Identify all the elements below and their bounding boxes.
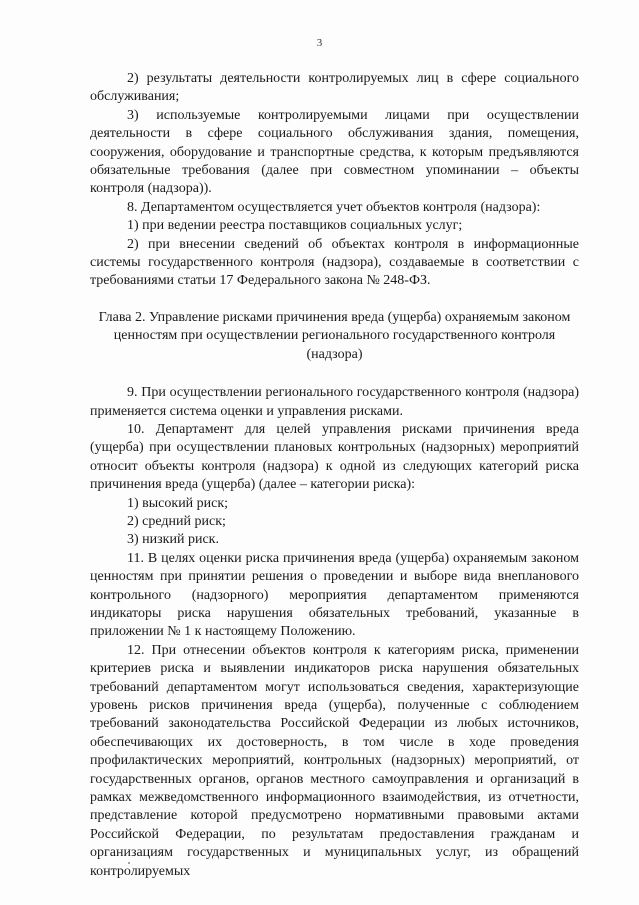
paragraph-9-risk-system: 9. При осуществлении регионального государственного контроля (надзора) применяется система оценки и управления рисками. — [90, 385, 579, 419]
paragraph-8-accounting: 8. Департаментом осуществляется учет объектов контроля (надзора): — [127, 199, 541, 215]
list-item-medium-risk: 2) средний риск; — [127, 513, 226, 529]
paragraph-10-risk-categories: 10. Департамент для целей управления рисками причинения вреда (ущерба) при осуществлении плановых контрольных (надзорных) мероприятий относит объекты контроля (надзора) к одной из следующих категорий риска причинения вреда (ущерба) (далее – категории риска): — [90, 421, 579, 493]
page-number: 3 — [316, 37, 323, 49]
chapter-heading: Глава 2. Управление рисками причинения вреда (ущерба) охраняемым законом ценностям при осуществлении регионального государственного контроля (надзора) — [98, 309, 571, 362]
document-body — [90, 70, 579, 881]
paragraph-used-buildings: 3) используемые контролируемыми лицами при осуществлении деятельности в сфере социального обслуживания здания, помещения, сооружения, оборудование и транспортные средства, к которым предъявляются обязательные требования (далее при совместном упоминании – объекты контроля (надзора)). — [90, 107, 579, 197]
scan-speck — [128, 862, 130, 864]
list-item-low-risk: 3) низкий риск. — [127, 532, 219, 548]
paragraph-11-risk-indicators: 11. В целях оценки риска причинения вреда (ущерба) охраняемым законом ценностям при принятии решения о проведении и выборе вида внепланового контрольного (надзорного) мероприятия департаментом применяются индикаторы риска нарушения обязательных требований, указанные в приложении № 1 к настоящему Положению. — [90, 550, 579, 640]
paragraph-results-of-activity: 2) результаты деятельности контролируемых лиц в сфере социального обслуживания; — [90, 71, 579, 105]
paragraph-information-systems: 2) при внесении сведений об объектах контроля в информационные системы государственного контроля (надзора), создаваемые в соответствии с требованиями статьи 17 Федерального закона № 248-ФЗ. — [90, 236, 579, 289]
paragraph-12-information-sources: 12. При отнесении объектов контроля к категориям риска, применении критериев риска и выявлении индикаторов риска нарушения обязательных требований департаментом могут использоваться сведения, характеризующие уровень рисков причинения вреда (ущерба), полученные с соблюдением требований законодательства Российской Федерации из любых источников, обеспечивающих их достоверность, в том числе в ходе проведения профилактических мероприятий, контрольных (надзорных) мероприятий, от государственных органов, органов местного самоуправления и организаций в рамках межведомственного информационного взаимодействия, из отчетности, представление которой предусмотрено нормативными правовыми актами Российской Федерации, по результатам предоставления гражданам и организациям государственных и муниципальных услуг, из обращений контролируемых — [90, 642, 579, 879]
list-item-registry: 1) при ведении реестра поставщиков социальных услуг; — [127, 218, 463, 234]
list-item-high-risk: 1) высокий риск; — [127, 495, 229, 511]
